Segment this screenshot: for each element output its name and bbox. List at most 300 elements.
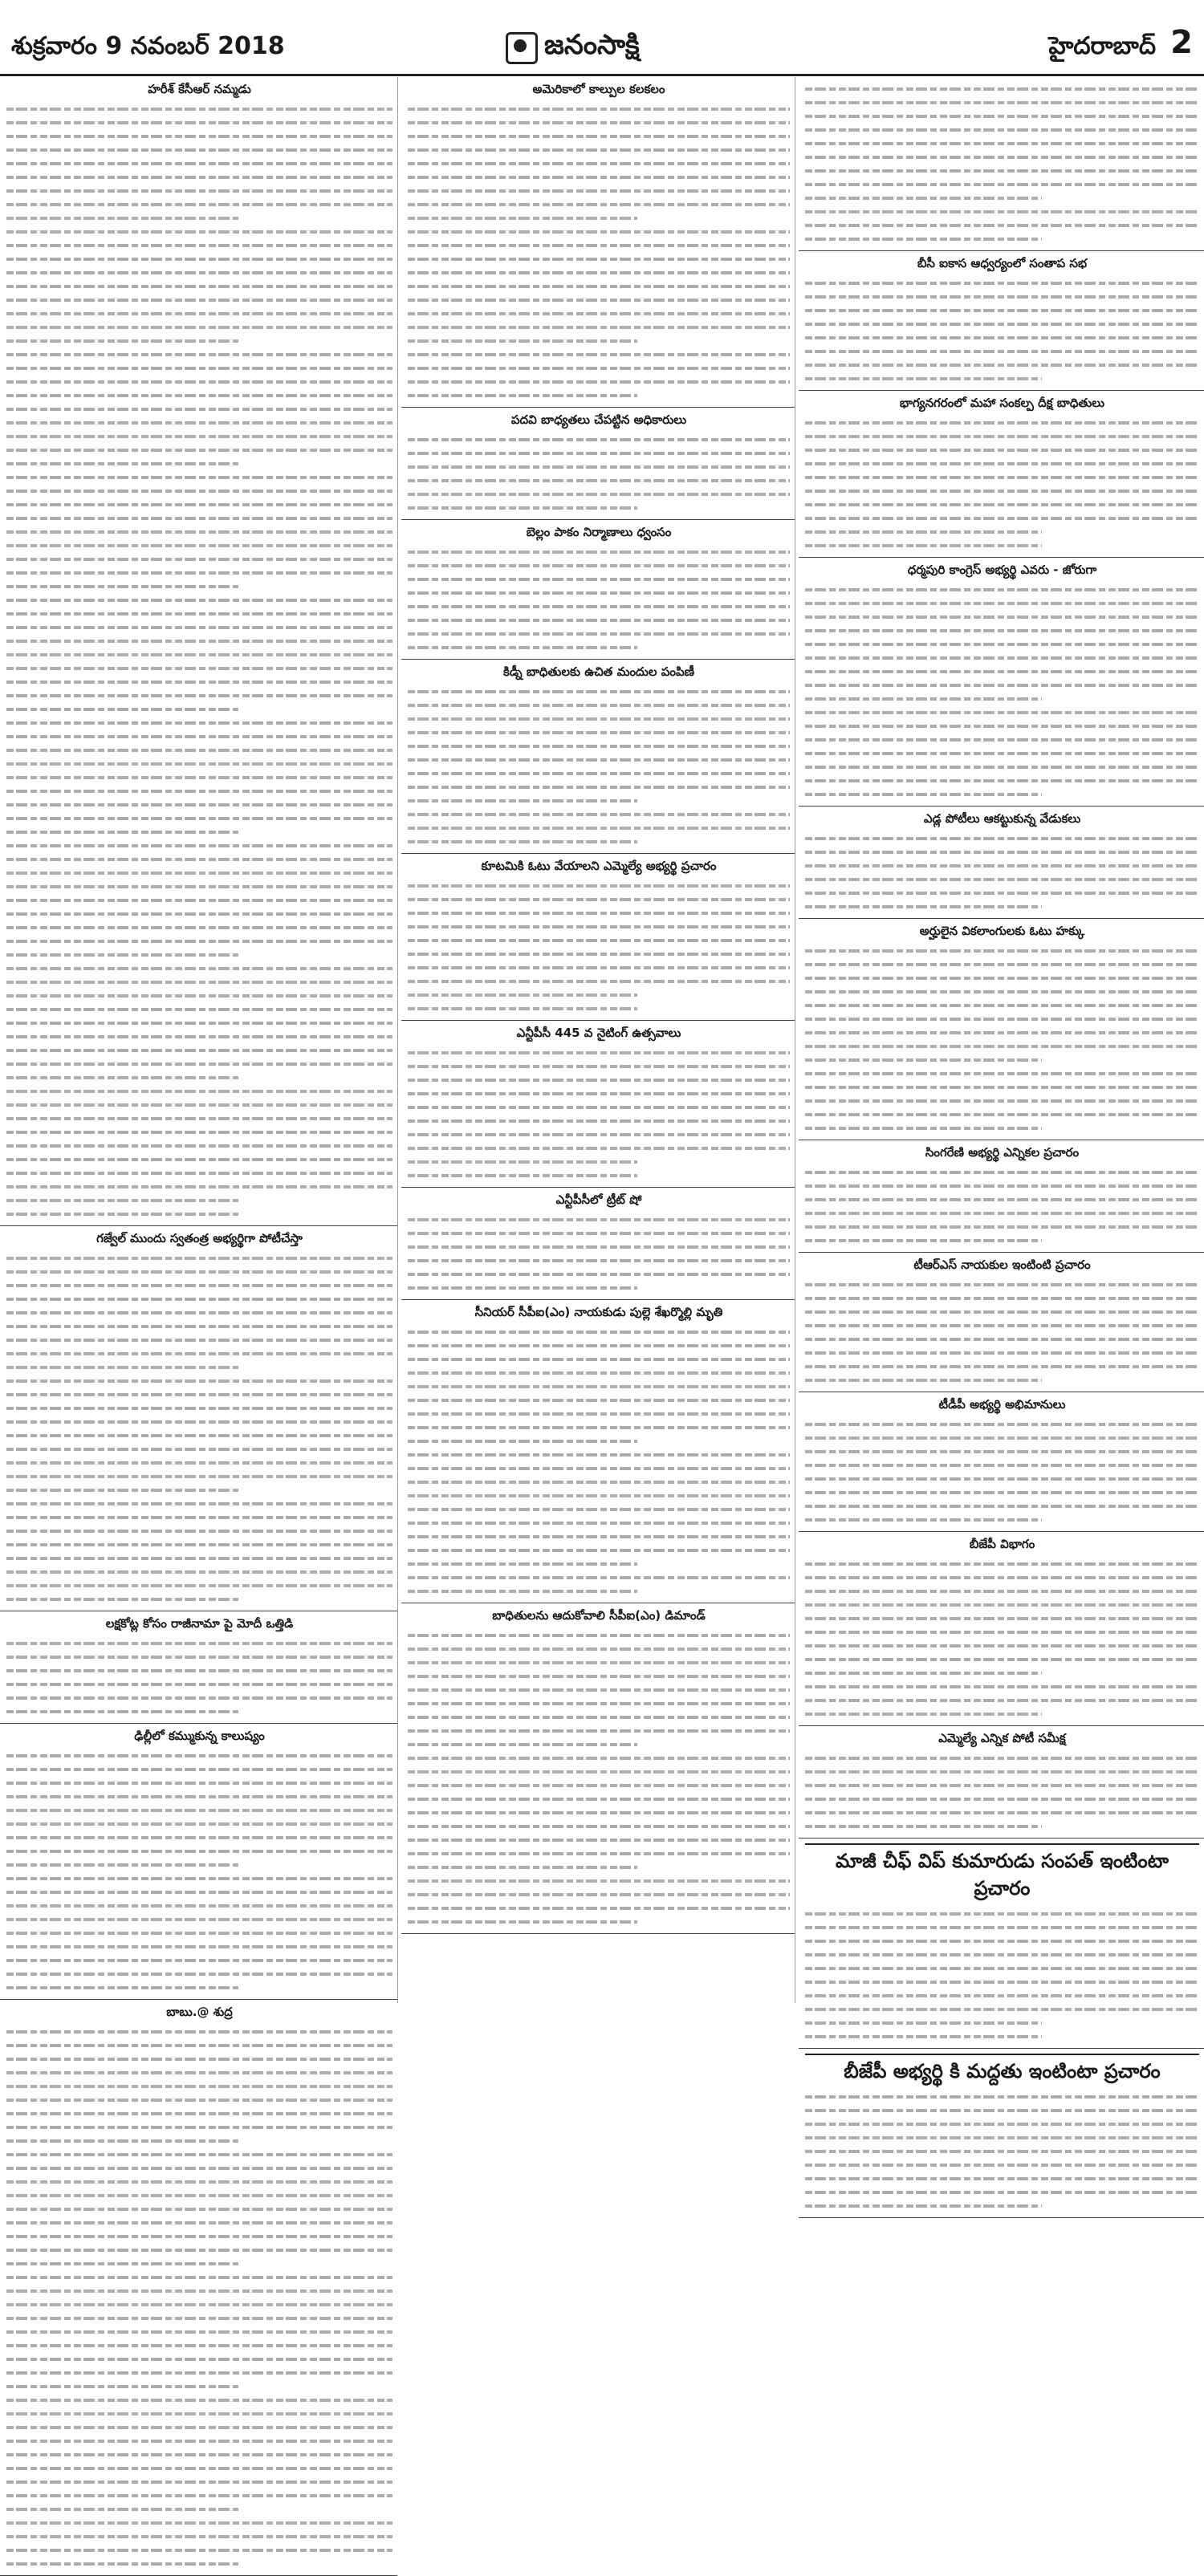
- text-line: [6, 2298, 393, 2311]
- text-line: [408, 1352, 790, 1366]
- column-2: [401, 77, 795, 2003]
- article-headline: బీజేపీ అభ్యర్థి కి మద్దతు ఇంటింటా ప్రచారం: [805, 2054, 1199, 2087]
- text-line: [805, 1806, 1199, 1819]
- text-line: [6, 2188, 393, 2202]
- text-line: [805, 1373, 1199, 1387]
- text-line: [408, 1059, 790, 1073]
- text-line: [805, 205, 1199, 218]
- article-headline: కూటమికి ఓటు వేయాలని ఎమ్మెల్యే అభ్యర్థి ప్రచారం: [481, 859, 717, 873]
- text-line: [805, 1778, 1199, 1792]
- text-line: [6, 593, 393, 607]
- newspaper-name: జనంసాక్షి: [544, 29, 640, 61]
- text-line: [6, 975, 393, 989]
- text-line: [408, 1393, 790, 1407]
- text-line: [805, 470, 1199, 484]
- text-line: [6, 1152, 393, 1166]
- text-line: [408, 1226, 790, 1240]
- article-body-text: [805, 2090, 1199, 2212]
- text-line: [805, 1026, 1199, 1039]
- text-line: [805, 2199, 1199, 2212]
- text-line: [408, 739, 790, 753]
- text-line: [805, 2172, 1199, 2185]
- text-line: [6, 2243, 393, 2257]
- text-line: [6, 2420, 393, 2434]
- article-headline: బీసీ ఐకాస ఆధ్వర్యంలో సంతాప సభ: [917, 256, 1088, 270]
- text-line: [408, 1475, 790, 1489]
- text-line: [6, 689, 393, 702]
- text-line: [805, 218, 1199, 232]
- text-line: [805, 1570, 1199, 1584]
- text-line: [6, 1912, 393, 1926]
- text-line: [408, 1073, 790, 1087]
- text-line: [6, 1002, 393, 1016]
- text-line: [6, 1967, 393, 1981]
- text-line: [6, 470, 393, 484]
- text-line: [6, 116, 393, 129]
- text-line: [805, 1067, 1199, 1080]
- news-article: [401, 77, 795, 408]
- text-line: [408, 766, 790, 780]
- article-headline: మాజీ చీఫ్ విప్ కుమారుడు సంపత్ ఇంటింటా ప్రచారం: [805, 1843, 1199, 1904]
- text-line: [805, 692, 1199, 705]
- text-line: [408, 473, 790, 487]
- text-line: [805, 1907, 1199, 1920]
- text-line: [805, 109, 1199, 123]
- text-line: [408, 1502, 790, 1516]
- text-line: [408, 1628, 790, 1642]
- text-line: [6, 2202, 393, 2216]
- news-article: [799, 2049, 1204, 2218]
- text-line: [6, 307, 393, 320]
- news-article: [0, 2000, 397, 2576]
- text-line: [805, 498, 1199, 511]
- text-line: [6, 1388, 393, 1401]
- text-line: [408, 1213, 790, 1226]
- text-line: [805, 511, 1199, 525]
- text-line: [805, 1220, 1199, 1233]
- text-line: [408, 225, 790, 238]
- text-line: [6, 1306, 393, 1319]
- text-line: [6, 2284, 393, 2298]
- column-1: [0, 77, 398, 2019]
- text-line: [6, 1858, 393, 1871]
- text-line: [408, 572, 790, 586]
- logo-icon: [506, 32, 538, 64]
- text-line: [6, 2529, 393, 2543]
- text-line: [805, 957, 1199, 971]
- text-line: [6, 2366, 393, 2379]
- article-headline: కిడ్నీ బాధితులకు ఉచిత మందుల పంపిణీ: [502, 664, 695, 679]
- text-line: [6, 1885, 393, 1899]
- text-line: [408, 1128, 790, 1141]
- text-line: [6, 320, 393, 334]
- text-line: [805, 1121, 1199, 1135]
- text-line: [408, 1669, 790, 1683]
- text-line: [6, 1940, 393, 1953]
- news-article: [401, 1188, 795, 1300]
- text-line: [805, 1291, 1199, 1305]
- text-line: [6, 1442, 393, 1456]
- text-line: [6, 102, 393, 116]
- text-line: [6, 1953, 393, 1967]
- text-line: [6, 1650, 393, 1664]
- article-body-text: [805, 1907, 1199, 2043]
- text-line: [408, 906, 790, 920]
- text-line: [6, 1497, 393, 1510]
- text-line: [6, 566, 393, 579]
- text-line: [6, 1871, 393, 1885]
- article-headline: ఢిల్లీలో కమ్ముకున్న కాలుష్యం: [134, 1729, 265, 1743]
- text-line: [6, 279, 393, 293]
- text-line: [6, 1374, 393, 1388]
- text-line: [805, 1625, 1199, 1639]
- text-line: [408, 293, 790, 307]
- text-line: [408, 627, 790, 640]
- text-line: [6, 443, 393, 457]
- text-line: [6, 702, 393, 716]
- text-line: [805, 538, 1199, 552]
- text-line: [408, 1751, 790, 1765]
- text-line: [6, 811, 393, 825]
- article-body-text: [805, 276, 1199, 385]
- article-body-text: [805, 1278, 1199, 1387]
- text-line: [408, 988, 790, 1002]
- text-line: [408, 143, 790, 156]
- text-line: [408, 1267, 790, 1281]
- text-line: [6, 839, 393, 852]
- text-line: [408, 892, 790, 906]
- text-line: [408, 780, 790, 794]
- text-line: [6, 197, 393, 211]
- text-line: [6, 757, 393, 770]
- news-article: [401, 854, 795, 1021]
- text-line: [805, 733, 1199, 746]
- article-headline: ధర్మపురి కాంగ్రెస్ అభ్యర్థి ఎవరు - జోరుగా: [907, 563, 1097, 577]
- issue-date: శుక్రవారం 9 నవంబర్ 2018: [11, 32, 285, 60]
- text-line: [408, 446, 790, 460]
- text-line: [805, 583, 1199, 596]
- text-line: [805, 276, 1199, 290]
- news-article: [799, 919, 1204, 1140]
- article-body-text: [6, 102, 393, 1221]
- text-line: [6, 1691, 393, 1704]
- article-body-text: [805, 831, 1199, 913]
- text-line: [805, 358, 1199, 372]
- text-line: [6, 552, 393, 566]
- text-line: [408, 266, 790, 279]
- text-line: [6, 498, 393, 511]
- text-line: [6, 866, 393, 880]
- text-line: [408, 102, 790, 116]
- article-headline: ఎమ్మెల్యే ఎన్నిక పోటీ సమీక్ష: [938, 1731, 1066, 1745]
- article-body-text: [408, 433, 790, 514]
- text-line: [805, 1039, 1199, 1053]
- text-line: [408, 361, 790, 375]
- text-line: [805, 872, 1199, 886]
- text-line: [408, 1530, 790, 1543]
- text-line: [805, 1557, 1199, 1570]
- article-headline: టీడీపీ అభ్యర్థి అభిమానులు: [938, 1397, 1066, 1412]
- text-line: [805, 1472, 1199, 1485]
- article-headline: ఎన్టీపీసీలో ట్రీట్ షో: [555, 1193, 642, 1207]
- text-line: [805, 787, 1199, 801]
- text-line: [408, 947, 790, 961]
- text-line: [6, 2448, 393, 2461]
- text-line: [805, 719, 1199, 733]
- text-line: [805, 1094, 1199, 1107]
- text-line: [805, 1318, 1199, 1332]
- text-line: [6, 1749, 393, 1762]
- news-article: [401, 1603, 795, 1934]
- text-line: [408, 1516, 790, 1530]
- text-line: [408, 974, 790, 988]
- text-line: [805, 637, 1199, 651]
- text-line: [805, 1165, 1199, 1179]
- text-line: [6, 2025, 393, 2038]
- article-headline: హరీశ్ కేసీఆర్ నమ్మడు: [148, 82, 251, 96]
- text-line: [408, 640, 790, 654]
- text-line: [6, 2079, 393, 2093]
- text-line: [6, 1125, 393, 1139]
- text-line: [805, 484, 1199, 498]
- text-line: [805, 831, 1199, 845]
- news-article: [799, 1839, 1204, 2049]
- text-line: [6, 2325, 393, 2338]
- text-line: [408, 599, 790, 613]
- text-line: [805, 525, 1199, 538]
- text-line: [805, 416, 1199, 429]
- text-line: [805, 1458, 1199, 1472]
- text-line: [805, 443, 1199, 457]
- text-line: [408, 460, 790, 473]
- text-line: [6, 1292, 393, 1306]
- text-line: [6, 1347, 393, 1360]
- text-line: [6, 1180, 393, 1193]
- text-line: [6, 457, 393, 470]
- text-line: [6, 2393, 393, 2407]
- article-headline: భాగ్యనగరంలో మహా సంకల్ప దీక్ష బాధితులు: [899, 396, 1105, 410]
- text-line: [6, 2107, 393, 2120]
- news-article: [0, 1226, 397, 1611]
- text-line: [6, 607, 393, 620]
- column-3: [799, 77, 1204, 2082]
- text-line: [805, 705, 1199, 719]
- text-line: [6, 1265, 393, 1278]
- news-article: [799, 1532, 1204, 1726]
- text-line: [805, 596, 1199, 610]
- text-line: [805, 900, 1199, 913]
- text-line: [408, 307, 790, 320]
- article-body-text: [408, 1628, 790, 1928]
- text-line: [408, 1253, 790, 1267]
- text-line: [805, 1012, 1199, 1026]
- text-line: [408, 1339, 790, 1352]
- text-line: [408, 1100, 790, 1114]
- text-line: [408, 211, 790, 225]
- text-line: [6, 1926, 393, 1940]
- text-line: [805, 678, 1199, 692]
- newspaper-logo: [506, 29, 640, 67]
- text-line: [805, 457, 1199, 470]
- text-line: [805, 1206, 1199, 1220]
- text-line: [408, 807, 790, 821]
- text-line: [805, 303, 1199, 317]
- text-line: [6, 1469, 393, 1483]
- text-line: [6, 1483, 393, 1497]
- text-line: [6, 2475, 393, 2489]
- text-line: [805, 1332, 1199, 1346]
- text-line: [805, 985, 1199, 998]
- text-line: [6, 2434, 393, 2448]
- text-line: [6, 1193, 393, 1207]
- news-article: [799, 251, 1204, 391]
- text-line: [408, 1860, 790, 1874]
- article-body-text: [805, 416, 1199, 552]
- text-line: [6, 1251, 393, 1265]
- article-body-text: [805, 1557, 1199, 1721]
- text-line: [6, 1057, 393, 1071]
- text-line: [408, 1833, 790, 1847]
- text-line: [805, 1680, 1199, 1693]
- text-line: [408, 156, 790, 170]
- text-line: [6, 252, 393, 266]
- article-headline: లక్షకోట్ల కోసం రాజీనామా పై మోదీ ఒత్తిడి: [105, 1616, 294, 1631]
- text-line: [6, 429, 393, 443]
- text-line: [6, 1704, 393, 1718]
- text-line: [6, 1415, 393, 1428]
- news-article: [799, 1726, 1204, 1839]
- text-line: [6, 1844, 393, 1858]
- news-article: [799, 1253, 1204, 1392]
- text-line: [408, 1407, 790, 1420]
- text-line: [805, 1639, 1199, 1652]
- text-line: [6, 2543, 393, 2557]
- text-line: [805, 191, 1199, 205]
- text-line: [408, 1915, 790, 1928]
- article-headline: బాబు.@ శుద్ర: [166, 2005, 233, 2019]
- text-line: [408, 1874, 790, 1887]
- text-line: [805, 1233, 1199, 1247]
- text-line: [408, 388, 790, 402]
- text-line: [6, 1510, 393, 1524]
- text-line: [6, 388, 393, 402]
- article-body-text: [408, 102, 790, 402]
- news-article: [401, 1300, 795, 1603]
- news-article: [799, 77, 1204, 251]
- text-line: [408, 1168, 790, 1182]
- text-line: [6, 2407, 393, 2420]
- text-line: [805, 1278, 1199, 1291]
- edition-city: హైదరాబాద్: [1048, 32, 1156, 60]
- news-article: [799, 1140, 1204, 1253]
- text-line: [6, 920, 393, 934]
- article-body-text: [805, 82, 1199, 246]
- text-line: [6, 907, 393, 920]
- text-line: [408, 1724, 790, 1737]
- text-line: [408, 1683, 790, 1696]
- news-article: [799, 391, 1204, 558]
- text-line: [805, 1485, 1199, 1499]
- text-line: [805, 845, 1199, 859]
- text-line: [6, 170, 393, 184]
- text-line: [408, 1792, 790, 1806]
- text-line: [6, 2093, 393, 2107]
- text-line: [6, 1636, 393, 1650]
- text-line: [408, 1557, 790, 1570]
- text-line: [805, 624, 1199, 637]
- text-line: [408, 116, 790, 129]
- text-line: [6, 334, 393, 347]
- text-line: [6, 1319, 393, 1333]
- text-line: [408, 1642, 790, 1656]
- text-line: [6, 2229, 393, 2243]
- text-line: [6, 416, 393, 429]
- article-body-text: [805, 944, 1199, 1135]
- text-line: [408, 1656, 790, 1669]
- text-line: [6, 2516, 393, 2529]
- text-line: [805, 2090, 1199, 2103]
- text-line: [6, 1030, 393, 1043]
- text-line: [6, 238, 393, 252]
- text-line: [805, 2144, 1199, 2158]
- text-line: [408, 320, 790, 334]
- article-headline: అమెరికాలో కాల్పుల కలకలం: [532, 82, 665, 96]
- text-line: [6, 716, 393, 729]
- text-line: [805, 1053, 1199, 1067]
- article-headline: టీఆర్ఎస్ నాయకుల ఇంటింటి ప్రచారం: [913, 1258, 1091, 1272]
- text-line: [6, 1401, 393, 1415]
- text-line: [408, 685, 790, 698]
- text-line: [6, 675, 393, 689]
- text-line: [805, 123, 1199, 136]
- text-line: [408, 1434, 790, 1448]
- text-line: [6, 484, 393, 498]
- text-line: [6, 1111, 393, 1125]
- text-line: [6, 893, 393, 907]
- text-line: [6, 1830, 393, 1844]
- text-line: [408, 698, 790, 712]
- article-headline: గజ్వేల్ ముందు స్వతంత్ర అభ్యర్థిగా పోటీచేస్తా: [96, 1231, 303, 1245]
- text-line: [408, 1584, 790, 1598]
- text-line: [805, 1765, 1199, 1778]
- text-line: [6, 1360, 393, 1374]
- text-line: [408, 1087, 790, 1100]
- text-line: [805, 429, 1199, 443]
- text-line: [805, 2030, 1199, 2043]
- article-body-text: [805, 1751, 1199, 1833]
- text-line: [6, 293, 393, 307]
- text-line: [6, 2311, 393, 2325]
- text-line: [6, 1565, 393, 1579]
- article-body-text: [805, 1417, 1199, 1526]
- text-line: [805, 1819, 1199, 1833]
- text-line: [805, 1611, 1199, 1625]
- text-line: [408, 1420, 790, 1434]
- news-article: [0, 77, 397, 1226]
- text-line: [6, 538, 393, 552]
- news-article: [799, 558, 1204, 807]
- text-line: [6, 729, 393, 743]
- text-line: [805, 1499, 1199, 1513]
- text-line: [6, 620, 393, 634]
- text-line: [6, 156, 393, 170]
- text-line: [6, 361, 393, 375]
- page-number: 2: [1170, 24, 1193, 61]
- article-body-text: [6, 2025, 393, 2570]
- text-line: [408, 1114, 790, 1128]
- text-line: [408, 1710, 790, 1724]
- text-line: [6, 2352, 393, 2366]
